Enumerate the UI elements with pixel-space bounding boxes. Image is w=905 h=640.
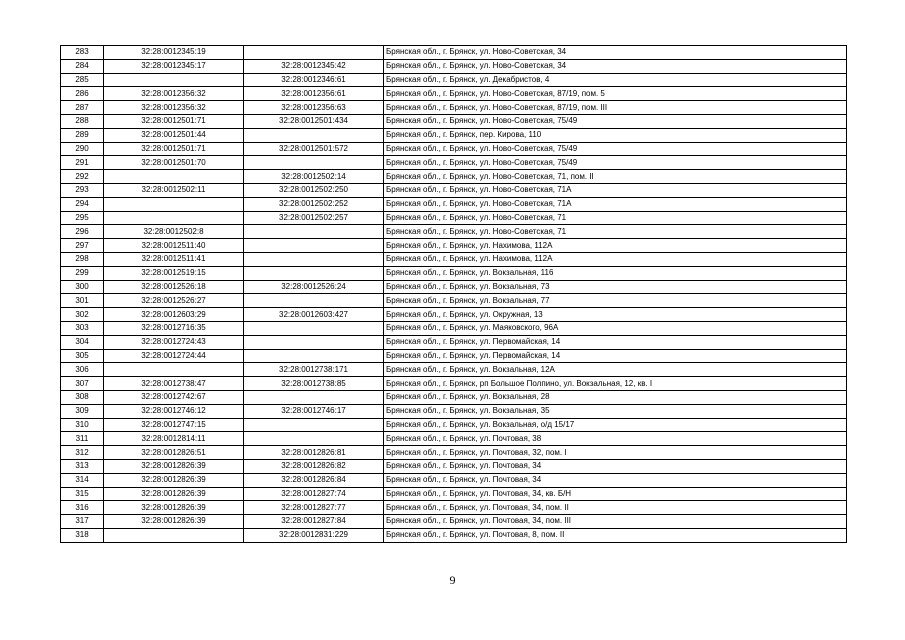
land-cadastral-number-cell: 32:28:0012519:15 bbox=[104, 266, 244, 280]
building-cadastral-number-cell: 32:28:0012603:427 bbox=[244, 308, 384, 322]
building-cadastral-number-cell bbox=[244, 294, 384, 308]
row-number-cell: 307 bbox=[61, 377, 104, 391]
building-cadastral-number-cell bbox=[244, 225, 384, 239]
address-cell: Брянская обл., г. Брянск, ул. Ново-Советская, 71А bbox=[384, 183, 847, 197]
row-number-cell: 316 bbox=[61, 501, 104, 515]
address-cell: Брянская обл., г. Брянск, ул. Почтовая, 34 bbox=[384, 473, 847, 487]
address-cell: Брянская обл., г. Брянск, ул. Почтовая, 34, пом. II bbox=[384, 501, 847, 515]
land-cadastral-number-cell: 32:28:0012724:43 bbox=[104, 335, 244, 349]
building-cadastral-number-cell: 32:28:0012827:84 bbox=[244, 515, 384, 529]
row-number-cell: 310 bbox=[61, 418, 104, 432]
land-cadastral-number-cell: 32:28:0012345:19 bbox=[104, 46, 244, 60]
building-cadastral-number-cell: 32:28:0012827:77 bbox=[244, 501, 384, 515]
building-cadastral-number-cell bbox=[244, 266, 384, 280]
land-cadastral-number-cell: 32:28:0012345:17 bbox=[104, 59, 244, 73]
address-cell: Брянская обл., г. Брянск, ул. Вокзальная, о/д 15/17 bbox=[384, 418, 847, 432]
land-cadastral-number-cell: 32:28:0012826:39 bbox=[104, 459, 244, 473]
row-number-cell: 318 bbox=[61, 528, 104, 542]
row-number-cell: 301 bbox=[61, 294, 104, 308]
page-number: 9 bbox=[449, 573, 456, 587]
building-cadastral-number-cell: 32:28:0012502:250 bbox=[244, 183, 384, 197]
building-cadastral-number-cell: 32:28:0012738:85 bbox=[244, 377, 384, 391]
table-row bbox=[61, 321, 847, 335]
address-cell: Брянская обл., г. Брянск, ул. Первомайская, 14 bbox=[384, 335, 847, 349]
table-row bbox=[61, 349, 847, 363]
land-cadastral-number-cell: 32:28:0012826:39 bbox=[104, 501, 244, 515]
address-cell: Брянская обл., г. Брянск, ул. Первомайская, 14 bbox=[384, 349, 847, 363]
table-row bbox=[61, 239, 847, 253]
land-cadastral-number-cell: 32:28:0012511:41 bbox=[104, 252, 244, 266]
land-cadastral-number-cell: 32:28:0012603:29 bbox=[104, 308, 244, 322]
building-cadastral-number-cell bbox=[244, 418, 384, 432]
building-cadastral-number-cell: 32:28:0012345:42 bbox=[244, 59, 384, 73]
address-cell: Брянская обл., г. Брянск, ул. Ново-Советская, 87/19, пом. 5 bbox=[384, 87, 847, 101]
land-cadastral-number-cell bbox=[104, 211, 244, 225]
building-cadastral-number-cell bbox=[244, 390, 384, 404]
address-cell: Брянская обл., г. Брянск, ул. Почтовая, 34 bbox=[384, 459, 847, 473]
table-row bbox=[61, 87, 847, 101]
building-cadastral-number-cell: 32:28:0012831:229 bbox=[244, 528, 384, 542]
land-cadastral-number-cell: 32:28:0012826:39 bbox=[104, 515, 244, 529]
table-row bbox=[61, 487, 847, 501]
land-cadastral-number-cell: 32:28:0012814:11 bbox=[104, 432, 244, 446]
building-cadastral-number-cell: 32:28:0012827:74 bbox=[244, 487, 384, 501]
land-cadastral-number-cell: 32:28:0012511:40 bbox=[104, 239, 244, 253]
address-cell: Брянская обл., г. Брянск, ул. Вокзальная, 28 bbox=[384, 390, 847, 404]
land-cadastral-number-cell: 32:28:0012356:32 bbox=[104, 87, 244, 101]
table-row bbox=[61, 390, 847, 404]
land-cadastral-number-cell bbox=[104, 73, 244, 87]
land-cadastral-number-cell bbox=[104, 363, 244, 377]
table-row bbox=[61, 114, 847, 128]
building-cadastral-number-cell: 32:28:0012826:81 bbox=[244, 446, 384, 460]
table-row bbox=[61, 156, 847, 170]
table-row bbox=[61, 501, 847, 515]
building-cadastral-number-cell bbox=[244, 335, 384, 349]
address-cell: Брянская обл., г. Брянск, ул. Почтовая, 8, пом. II bbox=[384, 528, 847, 542]
building-cadastral-number-cell bbox=[244, 239, 384, 253]
building-cadastral-number-cell bbox=[244, 432, 384, 446]
row-number-cell: 308 bbox=[61, 390, 104, 404]
registry-table-body bbox=[61, 46, 847, 543]
address-cell: Брянская обл., г. Брянск, ул. Ново-Советская, 34 bbox=[384, 59, 847, 73]
address-cell: Брянская обл., г. Брянск, рп Большое Полпино, ул. Вокзальная, 12, кв. I bbox=[384, 377, 847, 391]
address-cell: Брянская обл., г. Брянск, ул. Ново-Советская, 71А bbox=[384, 197, 847, 211]
table-row bbox=[61, 142, 847, 156]
table-row bbox=[61, 225, 847, 239]
row-number-cell: 284 bbox=[61, 59, 104, 73]
table-row bbox=[61, 377, 847, 391]
building-cadastral-number-cell bbox=[244, 321, 384, 335]
row-number-cell: 291 bbox=[61, 156, 104, 170]
row-number-cell: 295 bbox=[61, 211, 104, 225]
address-cell: Брянская обл., г. Брянск, ул. Ново-Советская, 75/49 bbox=[384, 114, 847, 128]
row-number-cell: 315 bbox=[61, 487, 104, 501]
table-row bbox=[61, 294, 847, 308]
land-cadastral-number-cell: 32:28:0012356:32 bbox=[104, 101, 244, 115]
building-cadastral-number-cell: 32:28:0012346:61 bbox=[244, 73, 384, 87]
address-cell: Брянская обл., г. Брянск, ул. Ново-Советская, 75/49 bbox=[384, 156, 847, 170]
table-row bbox=[61, 335, 847, 349]
land-cadastral-number-cell bbox=[104, 197, 244, 211]
land-cadastral-number-cell: 32:28:0012526:27 bbox=[104, 294, 244, 308]
building-cadastral-number-cell bbox=[244, 156, 384, 170]
building-cadastral-number-cell bbox=[244, 128, 384, 142]
land-cadastral-number-cell: 32:28:0012746:12 bbox=[104, 404, 244, 418]
land-cadastral-number-cell: 32:28:0012501:70 bbox=[104, 156, 244, 170]
address-cell: Брянская обл., г. Брянск, ул. Нахимова, 112А bbox=[384, 239, 847, 253]
table-row bbox=[61, 183, 847, 197]
land-cadastral-number-cell bbox=[104, 170, 244, 184]
land-cadastral-number-cell: 32:28:0012501:71 bbox=[104, 114, 244, 128]
land-cadastral-number-cell: 32:28:0012826:51 bbox=[104, 446, 244, 460]
table-row bbox=[61, 101, 847, 115]
building-cadastral-number-cell: 32:28:0012501:434 bbox=[244, 114, 384, 128]
land-cadastral-number-cell: 32:28:0012724:44 bbox=[104, 349, 244, 363]
row-number-cell: 304 bbox=[61, 335, 104, 349]
building-cadastral-number-cell: 32:28:0012738:171 bbox=[244, 363, 384, 377]
table-row bbox=[61, 128, 847, 142]
building-cadastral-number-cell: 32:28:0012826:82 bbox=[244, 459, 384, 473]
table-row bbox=[61, 170, 847, 184]
land-cadastral-number-cell: 32:28:0012526:18 bbox=[104, 280, 244, 294]
row-number-cell: 309 bbox=[61, 404, 104, 418]
row-number-cell: 300 bbox=[61, 280, 104, 294]
table-row bbox=[61, 473, 847, 487]
address-cell: Брянская обл., г. Брянск, ул. Вокзальная, 116 bbox=[384, 266, 847, 280]
address-cell: Брянская обл., г. Брянск, ул. Ново-Советская, 87/19, пом. III bbox=[384, 101, 847, 115]
row-number-cell: 289 bbox=[61, 128, 104, 142]
table-row bbox=[61, 266, 847, 280]
address-cell: Брянская обл., г. Брянск, ул. Ново-Советская, 71 bbox=[384, 225, 847, 239]
building-cadastral-number-cell: 32:28:0012526:24 bbox=[244, 280, 384, 294]
building-cadastral-number-cell: 32:28:0012356:61 bbox=[244, 87, 384, 101]
row-number-cell: 302 bbox=[61, 308, 104, 322]
address-cell: Брянская обл., г. Брянск, ул. Ново-Советская, 71, пом. II bbox=[384, 170, 847, 184]
address-cell: Брянская обл., г. Брянск, ул. Вокзальная, 77 bbox=[384, 294, 847, 308]
address-cell: Брянская обл., г. Брянск, ул. Окружная, 13 bbox=[384, 308, 847, 322]
address-cell: Брянская обл., г. Брянск, ул. Маяковского, 96А bbox=[384, 321, 847, 335]
address-cell: Брянская обл., г. Брянск, ул. Почтовая, 34, кв. Б/Н bbox=[384, 487, 847, 501]
table-row bbox=[61, 252, 847, 266]
row-number-cell: 317 bbox=[61, 515, 104, 529]
row-number-cell: 287 bbox=[61, 101, 104, 115]
table-row bbox=[61, 432, 847, 446]
row-number-cell: 283 bbox=[61, 46, 104, 60]
address-cell: Брянская обл., г. Брянск, ул. Декабристов, 4 bbox=[384, 73, 847, 87]
building-cadastral-number-cell: 32:28:0012356:63 bbox=[244, 101, 384, 115]
row-number-cell: 306 bbox=[61, 363, 104, 377]
row-number-cell: 314 bbox=[61, 473, 104, 487]
row-number-cell: 294 bbox=[61, 197, 104, 211]
row-number-cell: 290 bbox=[61, 142, 104, 156]
address-cell: Брянская обл., г. Брянск, ул. Почтовая, 32, пом. I bbox=[384, 446, 847, 460]
land-cadastral-number-cell: 32:28:0012738:47 bbox=[104, 377, 244, 391]
address-cell: Брянская обл., г. Брянск, ул. Почтовая, 34, пом. III bbox=[384, 515, 847, 529]
building-cadastral-number-cell: 32:28:0012746:17 bbox=[244, 404, 384, 418]
row-number-cell: 285 bbox=[61, 73, 104, 87]
table-row bbox=[61, 211, 847, 225]
building-cadastral-number-cell: 32:28:0012502:252 bbox=[244, 197, 384, 211]
address-cell: Брянская обл., г. Брянск, ул. Почтовая, 38 bbox=[384, 432, 847, 446]
table-row bbox=[61, 73, 847, 87]
table-row bbox=[61, 46, 847, 60]
land-cadastral-number-cell: 32:28:0012502:8 bbox=[104, 225, 244, 239]
table-row bbox=[61, 528, 847, 542]
table-row bbox=[61, 515, 847, 529]
row-number-cell: 303 bbox=[61, 321, 104, 335]
table-row bbox=[61, 459, 847, 473]
address-cell: Брянская обл., г. Брянск, ул. Вокзальная, 35 bbox=[384, 404, 847, 418]
land-cadastral-number-cell: 32:28:0012742:67 bbox=[104, 390, 244, 404]
land-cadastral-number-cell: 32:28:0012501:71 bbox=[104, 142, 244, 156]
building-cadastral-number-cell: 32:28:0012502:257 bbox=[244, 211, 384, 225]
land-cadastral-number-cell: 32:28:0012501:44 bbox=[104, 128, 244, 142]
land-cadastral-number-cell: 32:28:0012502:11 bbox=[104, 183, 244, 197]
building-cadastral-number-cell: 32:28:0012502:14 bbox=[244, 170, 384, 184]
land-cadastral-number-cell: 32:28:0012826:39 bbox=[104, 473, 244, 487]
row-number-cell: 296 bbox=[61, 225, 104, 239]
address-cell: Брянская обл., г. Брянск, ул. Вокзальная, 73 bbox=[384, 280, 847, 294]
building-cadastral-number-cell bbox=[244, 349, 384, 363]
table-row bbox=[61, 59, 847, 73]
building-cadastral-number-cell bbox=[244, 252, 384, 266]
address-cell: Брянская обл., г. Брянск, ул. Вокзальная, 12А bbox=[384, 363, 847, 377]
land-cadastral-number-cell bbox=[104, 528, 244, 542]
row-number-cell: 293 bbox=[61, 183, 104, 197]
row-number-cell: 298 bbox=[61, 252, 104, 266]
address-cell: Брянская обл., г. Брянск, ул. Ново-Советская, 71 bbox=[384, 211, 847, 225]
row-number-cell: 299 bbox=[61, 266, 104, 280]
table-row bbox=[61, 446, 847, 460]
table-row bbox=[61, 418, 847, 432]
table-row bbox=[61, 404, 847, 418]
row-number-cell: 292 bbox=[61, 170, 104, 184]
address-cell: Брянская обл., г. Брянск, ул. Ново-Советская, 34 bbox=[384, 46, 847, 60]
building-cadastral-number-cell bbox=[244, 46, 384, 60]
land-cadastral-number-cell: 32:28:0012716:35 bbox=[104, 321, 244, 335]
table-row bbox=[61, 197, 847, 211]
row-number-cell: 305 bbox=[61, 349, 104, 363]
table-row bbox=[61, 363, 847, 377]
row-number-cell: 311 bbox=[61, 432, 104, 446]
table-row bbox=[61, 280, 847, 294]
row-number-cell: 313 bbox=[61, 459, 104, 473]
address-cell: Брянская обл., г. Брянск, пер. Кирова, 110 bbox=[384, 128, 847, 142]
building-cadastral-number-cell: 32:28:0012826:84 bbox=[244, 473, 384, 487]
row-number-cell: 297 bbox=[61, 239, 104, 253]
cadastral-registry-table bbox=[60, 45, 847, 543]
row-number-cell: 312 bbox=[61, 446, 104, 460]
land-cadastral-number-cell: 32:28:0012747:15 bbox=[104, 418, 244, 432]
row-number-cell: 288 bbox=[61, 114, 104, 128]
table-row bbox=[61, 308, 847, 322]
row-number-cell: 286 bbox=[61, 87, 104, 101]
address-cell: Брянская обл., г. Брянск, ул. Ново-Советская, 75/49 bbox=[384, 142, 847, 156]
building-cadastral-number-cell: 32:28:0012501:572 bbox=[244, 142, 384, 156]
address-cell: Брянская обл., г. Брянск, ул. Нахимова, 112А bbox=[384, 252, 847, 266]
land-cadastral-number-cell: 32:28:0012826:39 bbox=[104, 487, 244, 501]
